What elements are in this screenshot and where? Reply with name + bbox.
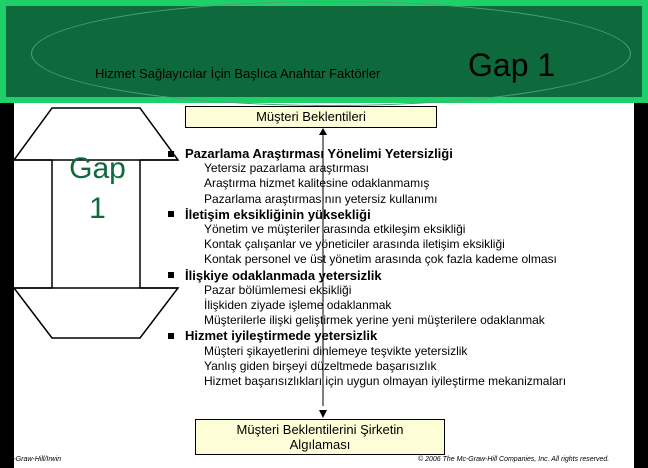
section-title: Pazarlama Araştırması Yönelimi Yetersizliği xyxy=(168,146,638,161)
list-item: Kontak personel ve üst yönetim arasında çok fazla kademe olması xyxy=(204,252,557,267)
factor-list xyxy=(168,146,638,389)
arrow-down-icon xyxy=(319,410,327,418)
list-item: Pazar bölümlemesi eksikliği xyxy=(204,282,352,297)
gap-label-word: Gap xyxy=(69,152,126,185)
footer-publisher: Mc-Graw-Hill/Irwin xyxy=(4,456,62,463)
section-title: Hizmet iyileştirmede yetersizlik xyxy=(168,328,638,343)
customer-expectations-box: Müşteri Beklentileri xyxy=(185,106,437,128)
section-title: İletişim eksikliğinin yüksekliği xyxy=(168,207,638,222)
bullet-square-icon xyxy=(168,211,174,217)
list-item: İlişkiden ziyade işleme odaklanmak xyxy=(204,298,392,313)
slide-subtitle: Hizmet Sağlayıcılar İçin Başlıca Anahtar Faktörler xyxy=(95,66,381,81)
gap-label-number: 1 xyxy=(89,192,106,225)
list-item: Araştırma hizmet kalitesine odaklanmamış xyxy=(204,176,430,191)
arrow-up-icon xyxy=(319,128,327,135)
list-item: Yanlış giden birşeyi düzeltmede başarısızlık xyxy=(204,358,437,373)
list-item: Pazarlama araştırmasının yetersiz kullanımı xyxy=(204,191,438,206)
company-perception-line2: Algılaması xyxy=(289,437,351,452)
hexagon-bottom xyxy=(14,288,178,338)
footer-copyright: © 2006 The Mc-Graw-Hill Companies, Inc. All rights reserved. xyxy=(418,456,610,463)
list-item: Müşteri şikayetlerini dinlemeye teşvikte yetersizlik xyxy=(204,343,468,358)
bullet-square-icon xyxy=(168,151,174,157)
list-item: Müşterilerle ilişki geliştirmek yerine yeni müşterilere odaklanmak xyxy=(204,313,545,328)
bullet-square-icon xyxy=(168,333,174,339)
section-title: İlişkiye odaklanmada yetersizlik xyxy=(168,268,638,283)
bullet-square-icon xyxy=(168,272,174,278)
list-item: Hizmet başarısızlıkları için uygun olmayan iyileştirme mekanizmaları xyxy=(204,374,567,389)
slide-gap-title: Gap 1 xyxy=(468,47,556,83)
company-perception-box xyxy=(195,419,445,455)
list-item: Yetersiz pazarlama araştırması xyxy=(204,161,369,176)
list-item: Yönetim ve müşteriler arasında etkileşim eksikliği xyxy=(204,222,466,237)
list-item: Kontak çalışanlar ve yöneticiler arasında iletişim eksikliği xyxy=(204,237,505,252)
company-perception-line1: Müşteri Beklentilerini Şirketin xyxy=(236,422,404,437)
